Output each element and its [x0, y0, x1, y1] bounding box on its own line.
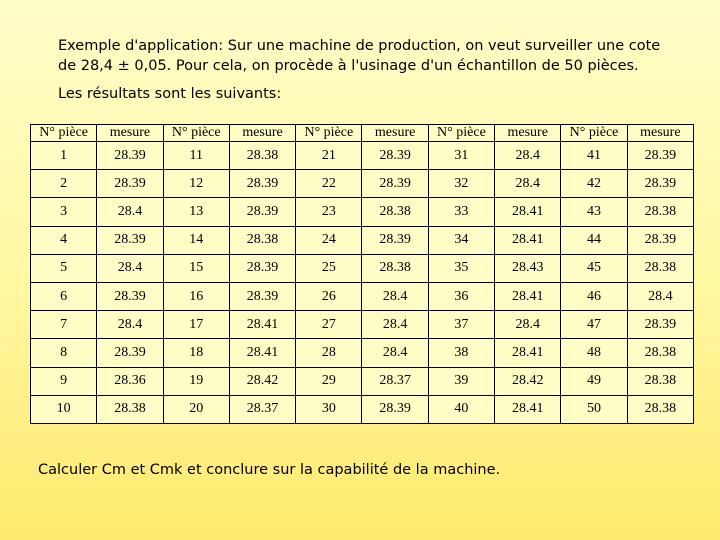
piece-number-cell: 27 [296, 311, 362, 339]
piece-number-cell: 41 [561, 142, 627, 170]
piece-number-cell: 3 [31, 198, 97, 226]
piece-number-cell: 34 [428, 226, 494, 254]
measure-cell: 28.38 [627, 339, 693, 367]
piece-number-cell: 30 [296, 395, 362, 423]
measure-cell: 28.38 [97, 395, 163, 423]
header-piece-number: N° pièce [31, 125, 97, 142]
piece-number-cell: 21 [296, 142, 362, 170]
piece-number-cell: 6 [31, 282, 97, 310]
measure-cell: 28.4 [97, 254, 163, 282]
table-row [31, 367, 694, 395]
piece-number-cell: 20 [163, 395, 229, 423]
table-row [31, 395, 694, 423]
intro-text [58, 36, 698, 76]
table-row [31, 282, 694, 310]
measure-cell: 28.4 [97, 198, 163, 226]
measure-cell: 28.39 [97, 170, 163, 198]
piece-number-cell: 9 [31, 367, 97, 395]
measure-cell: 28.38 [627, 395, 693, 423]
measure-cell: 28.42 [229, 367, 295, 395]
piece-number-cell: 33 [428, 198, 494, 226]
measure-cell: 28.39 [627, 226, 693, 254]
measure-cell: 28.39 [97, 226, 163, 254]
piece-number-cell: 47 [561, 311, 627, 339]
piece-number-cell: 40 [428, 395, 494, 423]
piece-number-cell: 22 [296, 170, 362, 198]
measure-cell: 28.41 [495, 226, 561, 254]
measure-cell: 28.42 [495, 367, 561, 395]
piece-number-cell: 43 [561, 198, 627, 226]
header-measure: mesure [627, 125, 693, 142]
measure-cell: 28.38 [362, 198, 428, 226]
measure-cell: 28.4 [362, 339, 428, 367]
measure-cell: 28.41 [229, 311, 295, 339]
measure-cell: 28.4 [627, 282, 693, 310]
intro-line-1: Exemple d'application: Sur une machine de production, on veut surveiller une cote [58, 38, 661, 54]
piece-number-cell: 32 [428, 170, 494, 198]
piece-number-cell: 15 [163, 254, 229, 282]
piece-number-cell: 31 [428, 142, 494, 170]
measure-cell: 28.37 [362, 367, 428, 395]
piece-number-cell: 4 [31, 226, 97, 254]
table-row [31, 170, 694, 198]
measure-cell: 28.37 [229, 395, 295, 423]
piece-number-cell: 48 [561, 339, 627, 367]
piece-number-cell: 50 [561, 395, 627, 423]
measure-cell: 28.39 [229, 254, 295, 282]
piece-number-cell: 8 [31, 339, 97, 367]
measure-cell: 28.39 [362, 142, 428, 170]
piece-number-cell: 45 [561, 254, 627, 282]
header-measure: mesure [495, 125, 561, 142]
piece-number-cell: 25 [296, 254, 362, 282]
measure-cell: 28.39 [97, 282, 163, 310]
measurements-table [30, 124, 694, 424]
piece-number-cell: 7 [31, 311, 97, 339]
measure-cell: 28.38 [627, 367, 693, 395]
header-measure: mesure [97, 125, 163, 142]
piece-number-cell: 14 [163, 226, 229, 254]
header-measure: mesure [362, 125, 428, 142]
measure-cell: 28.39 [627, 170, 693, 198]
measure-cell: 28.41 [495, 198, 561, 226]
table-row [31, 198, 694, 226]
header-piece-number: N° pièce [561, 125, 627, 142]
piece-number-cell: 36 [428, 282, 494, 310]
measure-cell: 28.39 [229, 170, 295, 198]
table-header-row [31, 125, 694, 142]
piece-number-cell: 12 [163, 170, 229, 198]
measure-cell: 28.41 [495, 395, 561, 423]
table-row [31, 142, 694, 170]
measure-cell: 28.4 [495, 170, 561, 198]
table-row [31, 311, 694, 339]
piece-number-cell: 11 [163, 142, 229, 170]
measure-cell: 28.4 [495, 142, 561, 170]
intro-line-2: de 28,4 ± 0,05. Pour cela, on procède à l'usinage d'un échantillon de 50 pièces. [58, 58, 639, 74]
measure-cell: 28.4 [495, 311, 561, 339]
measure-cell: 28.38 [627, 254, 693, 282]
piece-number-cell: 10 [31, 395, 97, 423]
piece-number-cell: 49 [561, 367, 627, 395]
header-piece-number: N° pièce [163, 125, 229, 142]
measure-cell: 28.39 [229, 198, 295, 226]
piece-number-cell: 19 [163, 367, 229, 395]
piece-number-cell: 24 [296, 226, 362, 254]
measure-cell: 28.39 [627, 142, 693, 170]
piece-number-cell: 17 [163, 311, 229, 339]
piece-number-cell: 26 [296, 282, 362, 310]
measure-cell: 28.41 [495, 282, 561, 310]
piece-number-cell: 23 [296, 198, 362, 226]
measure-cell: 28.38 [362, 254, 428, 282]
header-piece-number: N° pièce [296, 125, 362, 142]
measure-cell: 28.4 [97, 311, 163, 339]
header-piece-number: N° pièce [428, 125, 494, 142]
measure-cell: 28.39 [362, 170, 428, 198]
piece-number-cell: 28 [296, 339, 362, 367]
piece-number-cell: 2 [31, 170, 97, 198]
piece-number-cell: 16 [163, 282, 229, 310]
measure-cell: 28.39 [97, 142, 163, 170]
piece-number-cell: 18 [163, 339, 229, 367]
piece-number-cell: 29 [296, 367, 362, 395]
measure-cell: 28.39 [362, 395, 428, 423]
piece-number-cell: 5 [31, 254, 97, 282]
measure-cell: 28.39 [627, 311, 693, 339]
piece-number-cell: 38 [428, 339, 494, 367]
piece-number-cell: 46 [561, 282, 627, 310]
table-row [31, 254, 694, 282]
measure-cell: 28.4 [362, 311, 428, 339]
piece-number-cell: 39 [428, 367, 494, 395]
measure-cell: 28.38 [229, 142, 295, 170]
measure-cell: 28.41 [229, 339, 295, 367]
table-row [31, 226, 694, 254]
piece-number-cell: 37 [428, 311, 494, 339]
piece-number-cell: 13 [163, 198, 229, 226]
measure-cell: 28.38 [627, 198, 693, 226]
measure-cell: 28.36 [97, 367, 163, 395]
table-body [31, 142, 694, 424]
measure-cell: 28.38 [229, 226, 295, 254]
piece-number-cell: 35 [428, 254, 494, 282]
measure-cell: 28.41 [495, 339, 561, 367]
measure-cell: 28.43 [495, 254, 561, 282]
piece-number-cell: 44 [561, 226, 627, 254]
piece-number-cell: 42 [561, 170, 627, 198]
measure-cell: 28.39 [97, 339, 163, 367]
header-measure: mesure [229, 125, 295, 142]
measure-cell: 28.39 [229, 282, 295, 310]
measure-cell: 28.4 [362, 282, 428, 310]
measure-cell: 28.39 [362, 226, 428, 254]
instruction-text: Calculer Cm et Cmk et conclure sur la capabilité de la machine. [38, 462, 501, 478]
table-row [31, 339, 694, 367]
results-subtitle: Les résultats sont les suivants: [58, 86, 282, 102]
piece-number-cell: 1 [31, 142, 97, 170]
